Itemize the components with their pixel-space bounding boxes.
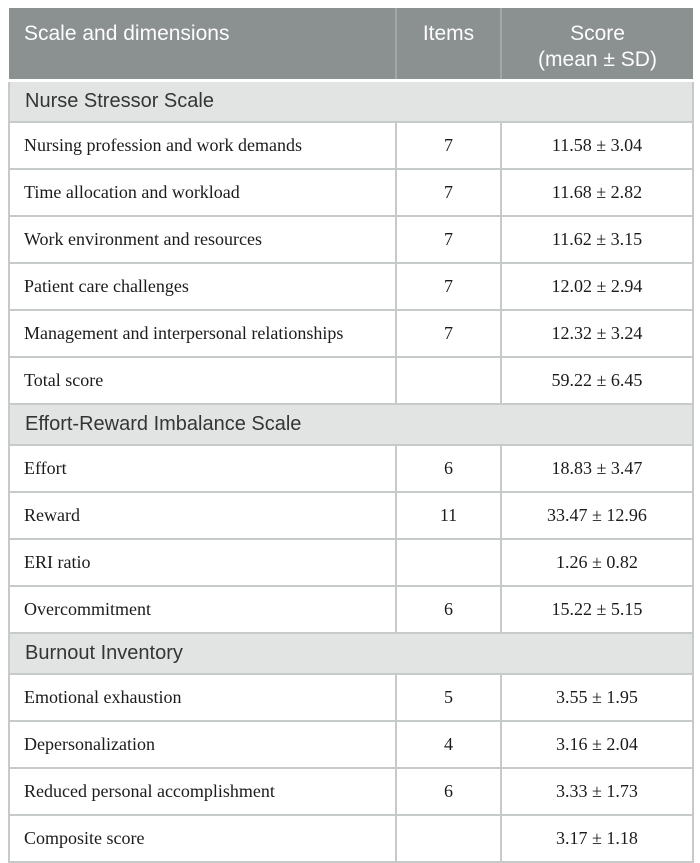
- table-body: [9, 81, 693, 863]
- table-row: [9, 357, 693, 404]
- dimension-cell: Composite score: [9, 815, 396, 862]
- table-row: [9, 768, 693, 815]
- column-header-items: Items: [396, 8, 501, 81]
- score-cell: 1.26 ± 0.82: [501, 539, 693, 586]
- score-cell: 11.68 ± 2.82: [501, 169, 693, 216]
- dimension-cell: Overcommitment: [9, 586, 396, 633]
- score-cell: 12.02 ± 2.94: [501, 263, 693, 310]
- dimension-cell: ERI ratio: [9, 539, 396, 586]
- dimension-cell: Time allocation and workload: [9, 169, 396, 216]
- section-title: Effort-Reward Imbalance Scale: [9, 404, 693, 445]
- score-cell: 59.22 ± 6.45: [501, 357, 693, 404]
- section-title: Nurse Stressor Scale: [9, 81, 693, 123]
- table-row: [9, 721, 693, 768]
- score-cell: 12.32 ± 3.24: [501, 310, 693, 357]
- items-cell: 6: [396, 768, 501, 815]
- score-cell: 33.47 ± 12.96: [501, 492, 693, 539]
- items-cell: 5: [396, 674, 501, 721]
- header-row: [9, 8, 693, 81]
- section-header-row: [9, 404, 693, 445]
- section-header-row: [9, 81, 693, 123]
- table-row: [9, 216, 693, 263]
- section-header-row: [9, 633, 693, 674]
- items-cell: 7: [396, 122, 501, 169]
- score-cell: 15.22 ± 5.15: [501, 586, 693, 633]
- table-row: [9, 539, 693, 586]
- column-header-score: [501, 8, 693, 81]
- dimension-cell: Depersonalization: [9, 721, 396, 768]
- items-cell: 6: [396, 586, 501, 633]
- dimension-cell: Nursing profession and work demands: [9, 122, 396, 169]
- table-row: [9, 586, 693, 633]
- items-cell: 11: [396, 492, 501, 539]
- dimension-cell: Effort: [9, 445, 396, 492]
- items-cell: [396, 357, 501, 404]
- scores-table: [8, 8, 694, 863]
- items-cell: 6: [396, 445, 501, 492]
- table-row: [9, 310, 693, 357]
- score-cell: 3.55 ± 1.95: [501, 674, 693, 721]
- dimension-cell: Reduced personal accomplishment: [9, 768, 396, 815]
- score-cell: 3.17 ± 1.18: [501, 815, 693, 862]
- table-row: [9, 674, 693, 721]
- items-cell: 7: [396, 169, 501, 216]
- dimension-cell: Total score: [9, 357, 396, 404]
- column-header-scale-and-dimensions: Scale and dimensions: [9, 8, 396, 81]
- dimension-cell: Emotional exhaustion: [9, 674, 396, 721]
- items-cell: 7: [396, 310, 501, 357]
- score-cell: 11.62 ± 3.15: [501, 216, 693, 263]
- items-cell: [396, 539, 501, 586]
- dimension-cell: Reward: [9, 492, 396, 539]
- column-header-score-line1: Score: [570, 22, 625, 45]
- table-header: [9, 8, 693, 81]
- score-cell: 18.83 ± 3.47: [501, 445, 693, 492]
- table-row: [9, 815, 693, 862]
- dimension-cell: Patient care challenges: [9, 263, 396, 310]
- items-cell: [396, 815, 501, 862]
- table-row: [9, 169, 693, 216]
- items-cell: 7: [396, 263, 501, 310]
- table-row: [9, 492, 693, 539]
- column-header-score-line2: (mean ± SD): [538, 48, 657, 72]
- section-title: Burnout Inventory: [9, 633, 693, 674]
- table-row: [9, 263, 693, 310]
- dimension-cell: Management and interpersonal relationships: [9, 310, 396, 357]
- score-cell: 3.33 ± 1.73: [501, 768, 693, 815]
- score-cell: 3.16 ± 2.04: [501, 721, 693, 768]
- table-row: [9, 445, 693, 492]
- dimension-cell: Work environment and resources: [9, 216, 396, 263]
- table-row: [9, 122, 693, 169]
- items-cell: 7: [396, 216, 501, 263]
- items-cell: 4: [396, 721, 501, 768]
- score-cell: 11.58 ± 3.04: [501, 122, 693, 169]
